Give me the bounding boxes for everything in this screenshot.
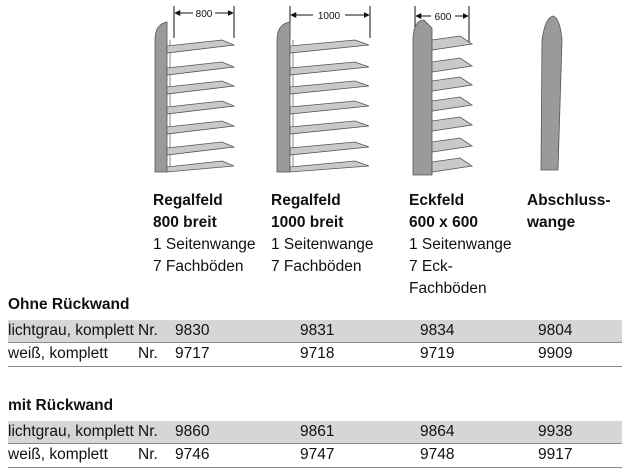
end-panel-drawing — [541, 16, 562, 170]
article-number: 9719 — [420, 345, 455, 362]
row-nr: Nr. — [138, 446, 158, 463]
article-number: 9747 — [300, 446, 335, 463]
article-number: 9864 — [420, 423, 455, 440]
corner-shelf-drawing — [413, 6, 472, 175]
product-size: 1000 breit — [271, 214, 344, 231]
article-number: 9909 — [538, 345, 573, 362]
product-name: Abschluss- — [527, 192, 611, 209]
article-number: 9834 — [420, 322, 455, 339]
product-desc: Fachböden — [409, 280, 487, 297]
product-desc: 7 Fachböden — [153, 258, 244, 275]
article-number: 9831 — [300, 322, 335, 339]
product-abschlusswange — [527, 190, 611, 234]
row-label: weiß, komplett — [8, 446, 108, 463]
product-regalfeld-800 — [153, 190, 256, 278]
product-desc: 7 Eck- — [409, 258, 453, 275]
product-size: 600 x 600 — [409, 214, 478, 231]
product-desc: 1 Seitenwange — [271, 236, 374, 253]
table-row — [8, 421, 622, 443]
product-name-cont: wange — [527, 214, 576, 231]
row-divider — [8, 467, 622, 468]
article-number: 9804 — [538, 322, 573, 339]
section-title-mit-rueckwand: mit Rückwand — [8, 397, 114, 414]
product-name: Regalfeld — [271, 192, 341, 209]
dimension-label-1000: 1000 — [317, 11, 341, 22]
article-number: 9717 — [175, 345, 210, 362]
article-number: 9718 — [300, 345, 335, 362]
product-eckfeld — [409, 190, 512, 300]
article-number: 9860 — [175, 423, 210, 440]
product-desc: 1 Seitenwange — [409, 236, 512, 253]
table-row — [8, 320, 622, 342]
article-number: 9861 — [300, 423, 335, 440]
article-number: 9938 — [538, 423, 573, 440]
article-number: 9917 — [538, 446, 573, 463]
shelf-illustrations — [0, 0, 632, 190]
table-row — [8, 444, 622, 466]
product-name: Eckfeld — [409, 192, 465, 209]
row-label: lichtgrau, komplett — [8, 322, 134, 339]
product-regalfeld-1000 — [271, 190, 374, 278]
row-nr: Nr. — [138, 423, 158, 440]
product-name: Regalfeld — [153, 192, 223, 209]
shelf-800-drawing — [155, 6, 234, 172]
row-nr: Nr. — [138, 345, 158, 362]
section-title-ohne-rueckwand: Ohne Rückwand — [8, 296, 130, 313]
row-label: weiß, komplett — [8, 345, 108, 362]
row-label: lichtgrau, komplett — [8, 423, 134, 440]
table-row — [8, 343, 622, 365]
row-nr: Nr. — [138, 322, 158, 339]
shelf-1000-drawing — [277, 6, 370, 172]
row-divider — [8, 366, 622, 367]
product-size: 800 breit — [153, 214, 217, 231]
product-desc: 7 Fachböden — [271, 258, 362, 275]
product-desc: 1 Seitenwange — [153, 236, 256, 253]
article-number: 9746 — [175, 446, 210, 463]
article-number: 9748 — [420, 446, 455, 463]
dimension-label-800: 800 — [195, 9, 213, 20]
article-number: 9830 — [175, 322, 210, 339]
dimension-label-600: 600 — [434, 12, 452, 23]
